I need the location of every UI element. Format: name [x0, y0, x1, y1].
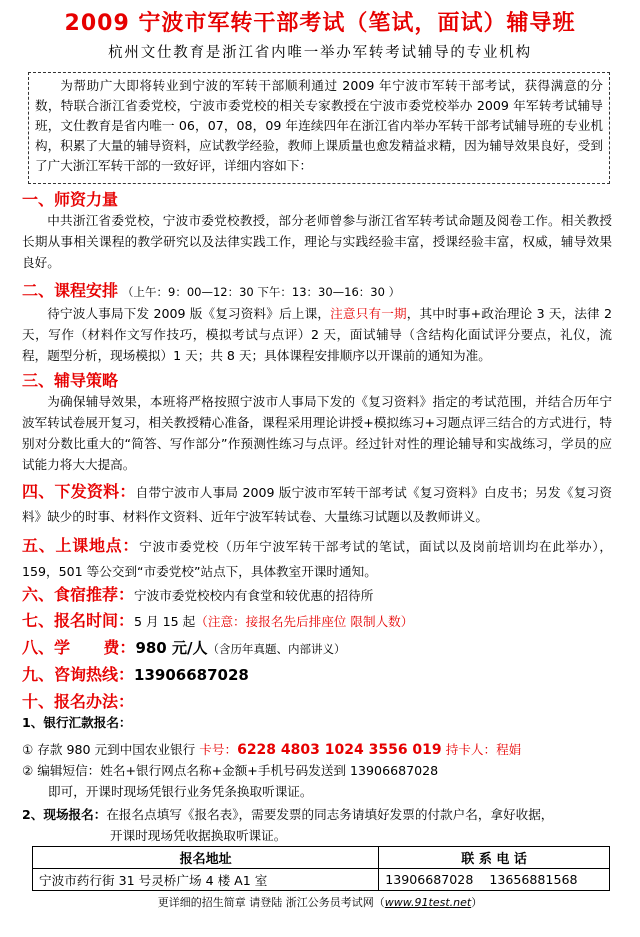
address-table	[32, 846, 610, 891]
section-heading: 九、咨询热线：	[22, 665, 135, 684]
card-number: 6228 4803 1024 3556 019	[237, 742, 442, 758]
section-heading: 十、报名办法：	[22, 692, 135, 711]
intro-box	[28, 72, 610, 184]
signup-date: 5 月 15 起	[134, 614, 196, 629]
tuition-fee: 980 元/人	[135, 639, 208, 657]
section-lodging	[22, 584, 612, 606]
card-label: 卡号：	[199, 742, 238, 757]
hotline-number: 13906687028	[134, 666, 249, 684]
onsite-text: 在报名点填写《报名表》，需要发票的同志务请填好发票的付款户名，拿好收据，	[106, 807, 554, 822]
section-heading: 二、课程安排	[22, 281, 119, 300]
intro-text: 为帮助广大即将转业到宁波的军转干部顺利通过 2009 年宁波市军转干部考试，获得满意的分数，特联合浙江省委党校，宁波市委党校的相关专家教授在宁波市委党校举办 2009 年军转考试辅导班，文仕教育是省内唯一 06，07，08，09 年连续四年在浙江省内举办军转干部考试辅导班的专业机构，积累了大量的辅导资料，应试教学经验，教师上课质量也愈发精益求精，因为辅导效果良好，受到了广大浙江军转干部的一致好评，详细内容如下：	[35, 78, 603, 173]
section-body	[22, 303, 612, 366]
section-faculty	[22, 189, 612, 273]
table-row	[33, 869, 610, 891]
section-heading: 八、学 费：	[22, 638, 136, 657]
page-title: 2009 宁波市军转干部考试（笔试，面试）辅导班	[64, 11, 576, 36]
section-body: 中共浙江省委党校，宁波市委党校教授，部分老师曾参与浙江省军转考试命题及阅卷工作。相关教授长期从事相关课程的教学研究以及法律实践工作，理论与实践经验丰富，授课经验丰富，权威，辅导效果良好。	[22, 213, 612, 270]
footer-end: ）	[471, 896, 483, 909]
card-holder: 持卡人：程娟	[445, 742, 522, 757]
schedule-text: 待宁波人事局下发 2009 版《复习资料》后上课，	[47, 306, 331, 321]
section-heading: 七、报名时间：	[22, 611, 135, 630]
address-header: 报名地址	[33, 847, 379, 869]
section-body: 自带宁波市人事局 2009 版宁波市军转干部考试《复习资料》白皮书；另发《复习资料》缺少的时事、材料作文资料、近年宁波军转试卷、大量练习试题以及教师讲义。	[22, 485, 612, 524]
bank-step-1	[22, 739, 612, 761]
section-hotline	[22, 664, 612, 686]
section-body: 宁波市委党校（历年宁波军转干部考试的笔试，面试以及岗前培训均在此举办），159，501 等公交到“市委党校”站点下，具体教室开课时通知。	[22, 539, 612, 579]
footer	[0, 894, 640, 910]
bank-step-1-text: ① 存款 980 元到中国农业银行	[22, 742, 196, 757]
section-heading: 六、食宿推荐：	[22, 585, 135, 604]
bank-step-2-text: ② 编辑短信：姓名+银行网点名称+金额+手机号码发送到 13906687028	[22, 763, 439, 778]
bank-signup-title: 1、银行汇款报名：	[22, 715, 132, 730]
section-body: 宁波市委党校校内有食堂和较优惠的招待所	[134, 588, 374, 603]
footer-text: 更详细的招生简章 请登陆 浙江公务员考试网（	[157, 896, 385, 909]
section-tuition	[22, 637, 612, 660]
section-schedule	[22, 280, 612, 366]
onsite-text-cont: 开课时现场凭收据换取听课证。	[110, 828, 287, 843]
schedule-text-rest: ，其中时事+政治理论 3 天，法律 2 天，写作（材料作文写作技巧，模拟考试与点评）2 天，面试辅导（含结构化面试评分要点，礼仪，流程，题型分析，现场模拟）1 天；共 8 天；具体课程安排顺序以开课前的通知为准。	[22, 306, 613, 363]
bank-step-2	[22, 760, 612, 802]
page-subtitle: 杭州文仕教育是浙江省内唯一举办军转考试辅导的专业机构	[108, 45, 532, 61]
tuition-note: （含历年真题、内部讲义）	[207, 642, 346, 656]
section-heading: 三、辅导策略	[22, 371, 119, 390]
section-materials	[22, 480, 612, 529]
table-header-row	[33, 847, 610, 869]
section-signup-date	[22, 610, 612, 632]
phone-header: 联 系 电 话	[379, 847, 610, 869]
onsite-signup	[22, 804, 612, 846]
section-strategy	[22, 370, 612, 475]
phone-cell: 13906687028 13656881568	[379, 869, 610, 891]
bank-step-2-text-cont: 即可，开课时现场凭银行业务凭条换取听课证。	[48, 784, 313, 799]
address-cell: 宁波市药行街 31 号灵桥广场 4 楼 A1 室	[33, 869, 379, 891]
website-link[interactable]: www.91test.net	[384, 896, 472, 909]
section-heading: 五、上课地点：	[22, 536, 140, 555]
section-body: 为确保辅导效果，本班将严格按照宁波市人事局下发的《复习资料》指定的考试范围，并结合历年宁波军转试卷展开复习，相关教授精心准备，课程采用理论讲授+模拟练习+习题点评三结合的方式进行，特别对分数比重大的“简答、写作部分”作预测性练习与点评。经过针对性的理论辅导和实战练习，学员的应试能力将大大提高。	[22, 394, 612, 472]
section-location	[22, 533, 612, 584]
section-heading: 一、师资力量	[22, 190, 119, 209]
one-session-note: 注意只有一期	[330, 306, 407, 321]
class-time: （上午：9：00—12：30 下午：13：30—16：30 ）	[122, 285, 401, 299]
section-signup-method	[22, 691, 612, 733]
signup-note: （注意：接报名先后排座位 限制人数）	[195, 614, 414, 629]
onsite-title: 2、现场报名：	[22, 807, 107, 822]
section-heading: 四、下发资料：	[22, 482, 136, 501]
